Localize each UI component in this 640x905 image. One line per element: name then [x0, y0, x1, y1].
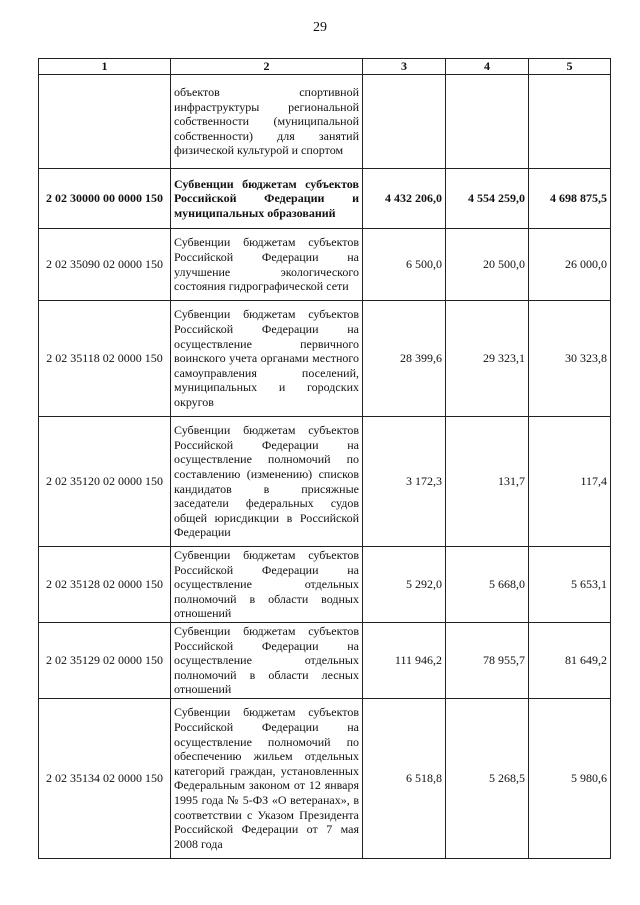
column-header-3: 3 — [363, 59, 446, 75]
column-header-1: 1 — [39, 59, 171, 75]
value-year-2: 5 668,0 — [446, 547, 529, 623]
table-row — [39, 301, 611, 417]
page-number: 29 — [313, 20, 327, 35]
budget-code: 2 02 35090 02 0000 150 — [39, 229, 171, 301]
value-year-1: 6 518,8 — [363, 698, 446, 858]
table-header-row — [39, 59, 611, 75]
budget-code: 2 02 35129 02 0000 150 — [39, 622, 171, 698]
budget-code: 2 02 30000 00 0000 150 — [39, 169, 171, 229]
budget-revenue-table — [38, 58, 611, 859]
value-year-3: 5 653,1 — [529, 547, 611, 623]
revenue-description: Субвенции бюджетам субъектов Российской Федерации на осуществление первичного воинского учета органами местного самоуправления поселений, муниципальных и городских округов — [171, 301, 363, 417]
budget-code: 2 02 35128 02 0000 150 — [39, 547, 171, 623]
value-year-2: 78 955,7 — [446, 622, 529, 698]
table-row — [39, 229, 611, 301]
value-year-2 — [446, 75, 529, 169]
value-year-3: 81 649,2 — [529, 622, 611, 698]
value-year-2: 131,7 — [446, 417, 529, 547]
table-row — [39, 698, 611, 858]
value-year-1: 111 946,2 — [363, 622, 446, 698]
value-year-1: 5 292,0 — [363, 547, 446, 623]
revenue-description: Субвенции бюджетам субъектов Российской Федерации на осуществление полномочий по обеспечению жильем отдельных категорий граждан, установленных Федеральным законом от 12 января 1995 года № 5-ФЗ «О ветеранах», в соответствии с Указом Президента Российской Федерации от 7 мая 2008 года — [171, 698, 363, 858]
value-year-3: 117,4 — [529, 417, 611, 547]
revenue-description: Субвенции бюджетам субъектов Российской Федерации на осуществление полномочий по составлению (изменению) списков кандидатов в присяжные заседатели федеральных судов общей юрисдикции в Российской Федерации — [171, 417, 363, 547]
value-year-1: 3 172,3 — [363, 417, 446, 547]
value-year-2: 5 268,5 — [446, 698, 529, 858]
table-row — [39, 547, 611, 623]
value-year-3: 26 000,0 — [529, 229, 611, 301]
column-header-4: 4 — [446, 59, 529, 75]
value-year-2: 4 554 259,0 — [446, 169, 529, 229]
value-year-1 — [363, 75, 446, 169]
table-row — [39, 169, 611, 229]
column-header-5: 5 — [529, 59, 611, 75]
budget-code — [39, 75, 171, 169]
value-year-3: 30 323,8 — [529, 301, 611, 417]
table-row — [39, 75, 611, 169]
column-header-2: 2 — [171, 59, 363, 75]
revenue-description: Субвенции бюджетам субъектов Российской Федерации и муниципальных образований — [171, 169, 363, 229]
value-year-1: 28 399,6 — [363, 301, 446, 417]
value-year-1: 4 432 206,0 — [363, 169, 446, 229]
budget-code: 2 02 35120 02 0000 150 — [39, 417, 171, 547]
revenue-description: Субвенции бюджетам субъектов Российской Федерации на осуществление отдельных полномочий в области водных отношений — [171, 547, 363, 623]
value-year-3: 5 980,6 — [529, 698, 611, 858]
value-year-2: 29 323,1 — [446, 301, 529, 417]
budget-code: 2 02 35118 02 0000 150 — [39, 301, 171, 417]
budget-code: 2 02 35134 02 0000 150 — [39, 698, 171, 858]
table-row — [39, 622, 611, 698]
value-year-3 — [529, 75, 611, 169]
value-year-2: 20 500,0 — [446, 229, 529, 301]
value-year-3: 4 698 875,5 — [529, 169, 611, 229]
value-year-1: 6 500,0 — [363, 229, 446, 301]
revenue-description: Субвенции бюджетам субъектов Российской Федерации на осуществление отдельных полномочий в области лесных отношений — [171, 622, 363, 698]
revenue-description: Субвенции бюджетам субъектов Российской Федерации на улучшение экологического состояния гидрографической сети — [171, 229, 363, 301]
revenue-description: объектов спортивной инфраструктуры региональной собственности (муниципальной собственности) для занятий физической культурой и спортом — [171, 75, 363, 169]
table-row — [39, 417, 611, 547]
